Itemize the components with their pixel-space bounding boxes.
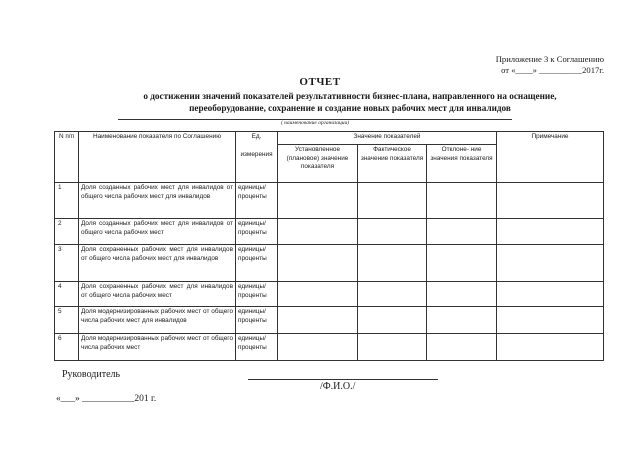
row-planned-cell — [278, 307, 358, 334]
row-unit: единицы/ проценты — [236, 282, 278, 307]
row-indicator: Доля модернизированных рабочих мест от общего числа рабочих мест для инвалидов — [79, 307, 236, 334]
row-note-cell — [497, 334, 604, 361]
header-values: Значение показателей — [278, 132, 497, 145]
header-indicator: Наименование показателя по Соглашению — [79, 132, 236, 183]
date-field: «___» ___________201 г. — [56, 394, 157, 404]
table-row — [55, 307, 604, 334]
row-deviation-cell — [427, 307, 497, 334]
row-number: 5 — [55, 307, 79, 334]
table-row — [55, 183, 604, 219]
row-deviation-cell — [427, 183, 497, 219]
header-number: N п/п — [55, 132, 79, 183]
row-indicator: Доля сохраненных рабочих мест для инвалидов от общего числа рабочих мест — [79, 282, 236, 307]
row-unit: единицы/ проценты — [236, 307, 278, 334]
indicators-table — [54, 131, 604, 361]
row-unit: единицы/ проценты — [236, 245, 278, 282]
row-planned-cell — [278, 245, 358, 282]
row-unit: единицы/ проценты — [236, 219, 278, 245]
row-note-cell — [497, 307, 604, 334]
subtitle-line-2: переоборудование, сохранение и создание новых рабочих мест для инвалидов — [189, 103, 511, 113]
row-indicator: Доля сохраненных рабочих мест для инвалидов от общего числа рабочих мест для инвалидов — [79, 245, 236, 282]
row-actual-cell — [358, 219, 427, 245]
row-number: 1 — [55, 183, 79, 219]
row-unit: единицы/ проценты — [236, 183, 278, 219]
header-actual: Фактическое значение показателя — [358, 145, 427, 183]
row-actual-cell — [358, 282, 427, 307]
row-note-cell — [497, 245, 604, 282]
row-deviation-cell — [427, 245, 497, 282]
row-indicator: Доля модернизированных рабочих мест от общего числа рабочих мест — [79, 334, 236, 361]
organization-caption: ( наименование организации) — [280, 120, 350, 126]
row-actual-cell — [358, 183, 427, 219]
header-unit-bottom: измерения — [236, 145, 278, 183]
row-planned-cell — [278, 183, 358, 219]
row-indicator: Доля созданных рабочих мест для инвалидов от общего числа рабочих мест — [79, 219, 236, 245]
row-actual-cell — [358, 307, 427, 334]
row-deviation-cell — [427, 282, 497, 307]
row-indicator: Доля созданных рабочих мест для инвалидов от общего числа рабочих мест для инвалидов — [79, 183, 236, 219]
report-title: ОТЧЕТ — [299, 76, 341, 88]
row-deviation-cell — [427, 334, 497, 361]
header-planned: Установленное (плановое) значение показателя — [278, 145, 358, 183]
row-number: 4 — [55, 282, 79, 307]
table-row — [55, 282, 604, 307]
row-deviation-cell — [427, 219, 497, 245]
row-number: 3 — [55, 245, 79, 282]
row-note-cell — [497, 282, 604, 307]
fio-label: /Ф.И.О./ — [320, 381, 356, 392]
header-deviation: Отклоне- ние значения показателя — [427, 145, 497, 183]
row-note-cell — [497, 183, 604, 219]
table-row — [55, 334, 604, 361]
row-planned-cell — [278, 334, 358, 361]
row-planned-cell — [278, 219, 358, 245]
appendix-line-2: от «____» __________2017г. — [501, 65, 604, 75]
row-planned-cell — [278, 282, 358, 307]
row-number: 2 — [55, 219, 79, 245]
row-actual-cell — [358, 334, 427, 361]
head-label: Руководитель — [62, 369, 121, 380]
table-row — [55, 219, 604, 245]
subtitle-line-1: о достижении значений показателей результативности бизнес-плана, направленного на оснащение, — [143, 91, 557, 101]
appendix-line-1: Приложение 3 к Соглашению — [495, 54, 604, 64]
row-actual-cell — [358, 245, 427, 282]
report-subtitle — [100, 90, 600, 114]
header-unit-top: Ед. — [236, 132, 278, 145]
header-note: Примечание — [497, 132, 604, 183]
table-row — [55, 245, 604, 282]
row-unit: единицы/ проценты — [236, 334, 278, 361]
row-note-cell — [497, 219, 604, 245]
signature-line — [248, 379, 438, 380]
row-number: 6 — [55, 334, 79, 361]
appendix-note — [404, 54, 604, 76]
